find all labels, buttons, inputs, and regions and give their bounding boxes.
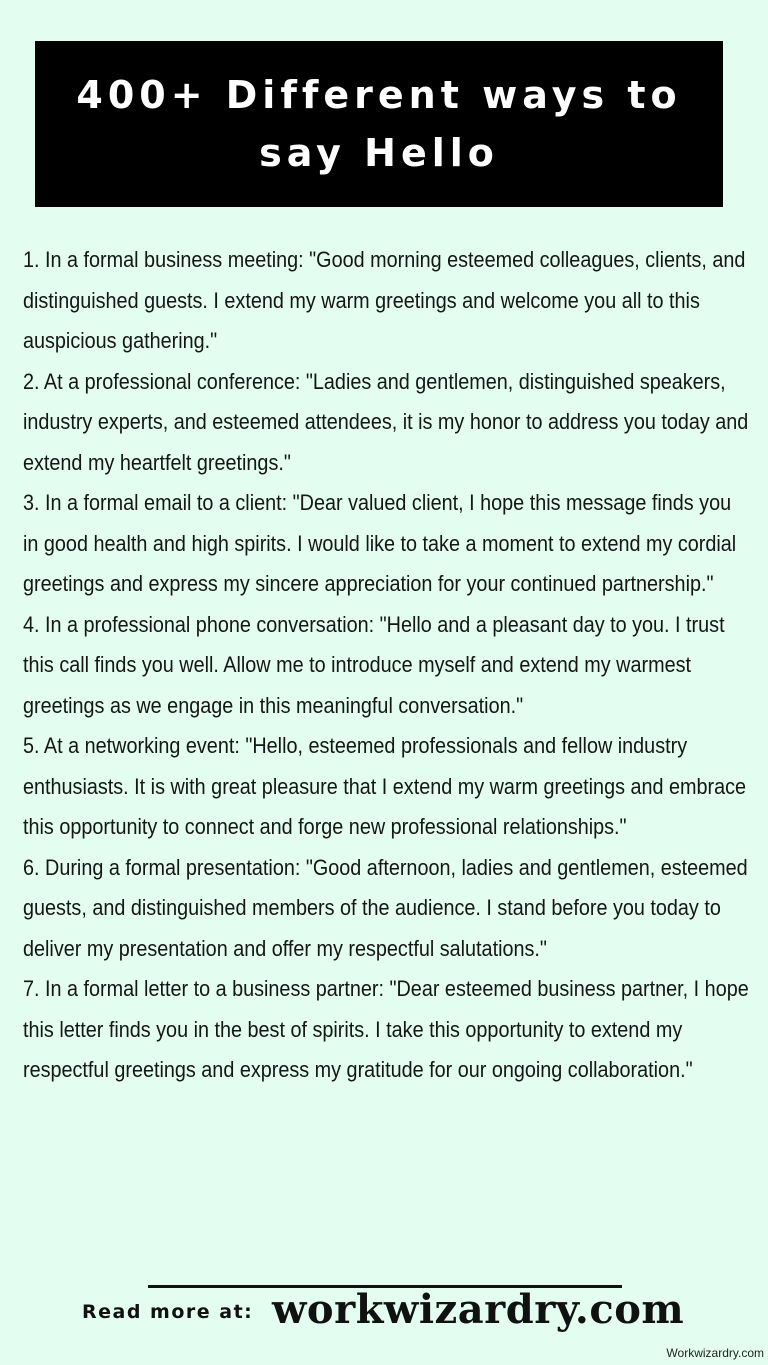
list-item: 4. In a professional phone conversation: "Hello and a pleasant day to you. I trust this call finds you well. Allow me to introduce myself and extend my warmest greetings as we engage in this meaningful conversation." <box>23 611 725 718</box>
list-item: 2. At a professional conference: "Ladies and gentlemen, distinguished speakers, industry experts, and esteemed attendees, it is my honor to address you today and extend my heartfelt greetings." <box>23 368 749 475</box>
list-item: 6. During a formal presentation: "Good afternoon, ladies and gentlemen, esteemed guests, and distinguished members of the audience. I stand before you today to deliver my presentation and offer my respectful salutations." <box>23 854 748 961</box>
list-item: 7. In a formal letter to a business partner: "Dear esteemed business partner, I hope this letter finds you in the best of spirits. I take this opportunity to extend my respectful greetings and express my gratitude for our ongoing collaboration." <box>23 976 749 1082</box>
page-title: 400+ Different ways to say Hello <box>76 73 682 175</box>
read-more-label: Read more at: <box>82 1301 254 1323</box>
list-item: 3. In a formal email to a client: "Dear valued client, I hope this message finds you in good health and high spirits. I would like to take a moment to extend my cordial greetings and express my sincere appreciation for your continued partnership." <box>23 490 737 596</box>
title-banner <box>35 41 723 207</box>
list-item: 1. In a formal business meeting: "Good morning esteemed colleagues, clients, and distinguished guests. I extend my warm greetings and welcome you all to this auspicious gathering." <box>23 247 746 353</box>
list-item: 5. At a networking event: "Hello, esteemed professionals and fellow industry enthusiasts. It is with great pleasure that I extend my warm greetings and embrace this opportunity to connect and forge new professional relationships." <box>23 733 747 839</box>
greetings-list <box>23 240 748 1091</box>
watermark: Workwizardry.com <box>666 1346 764 1360</box>
site-link[interactable]: workwizardry.com <box>272 1286 685 1333</box>
